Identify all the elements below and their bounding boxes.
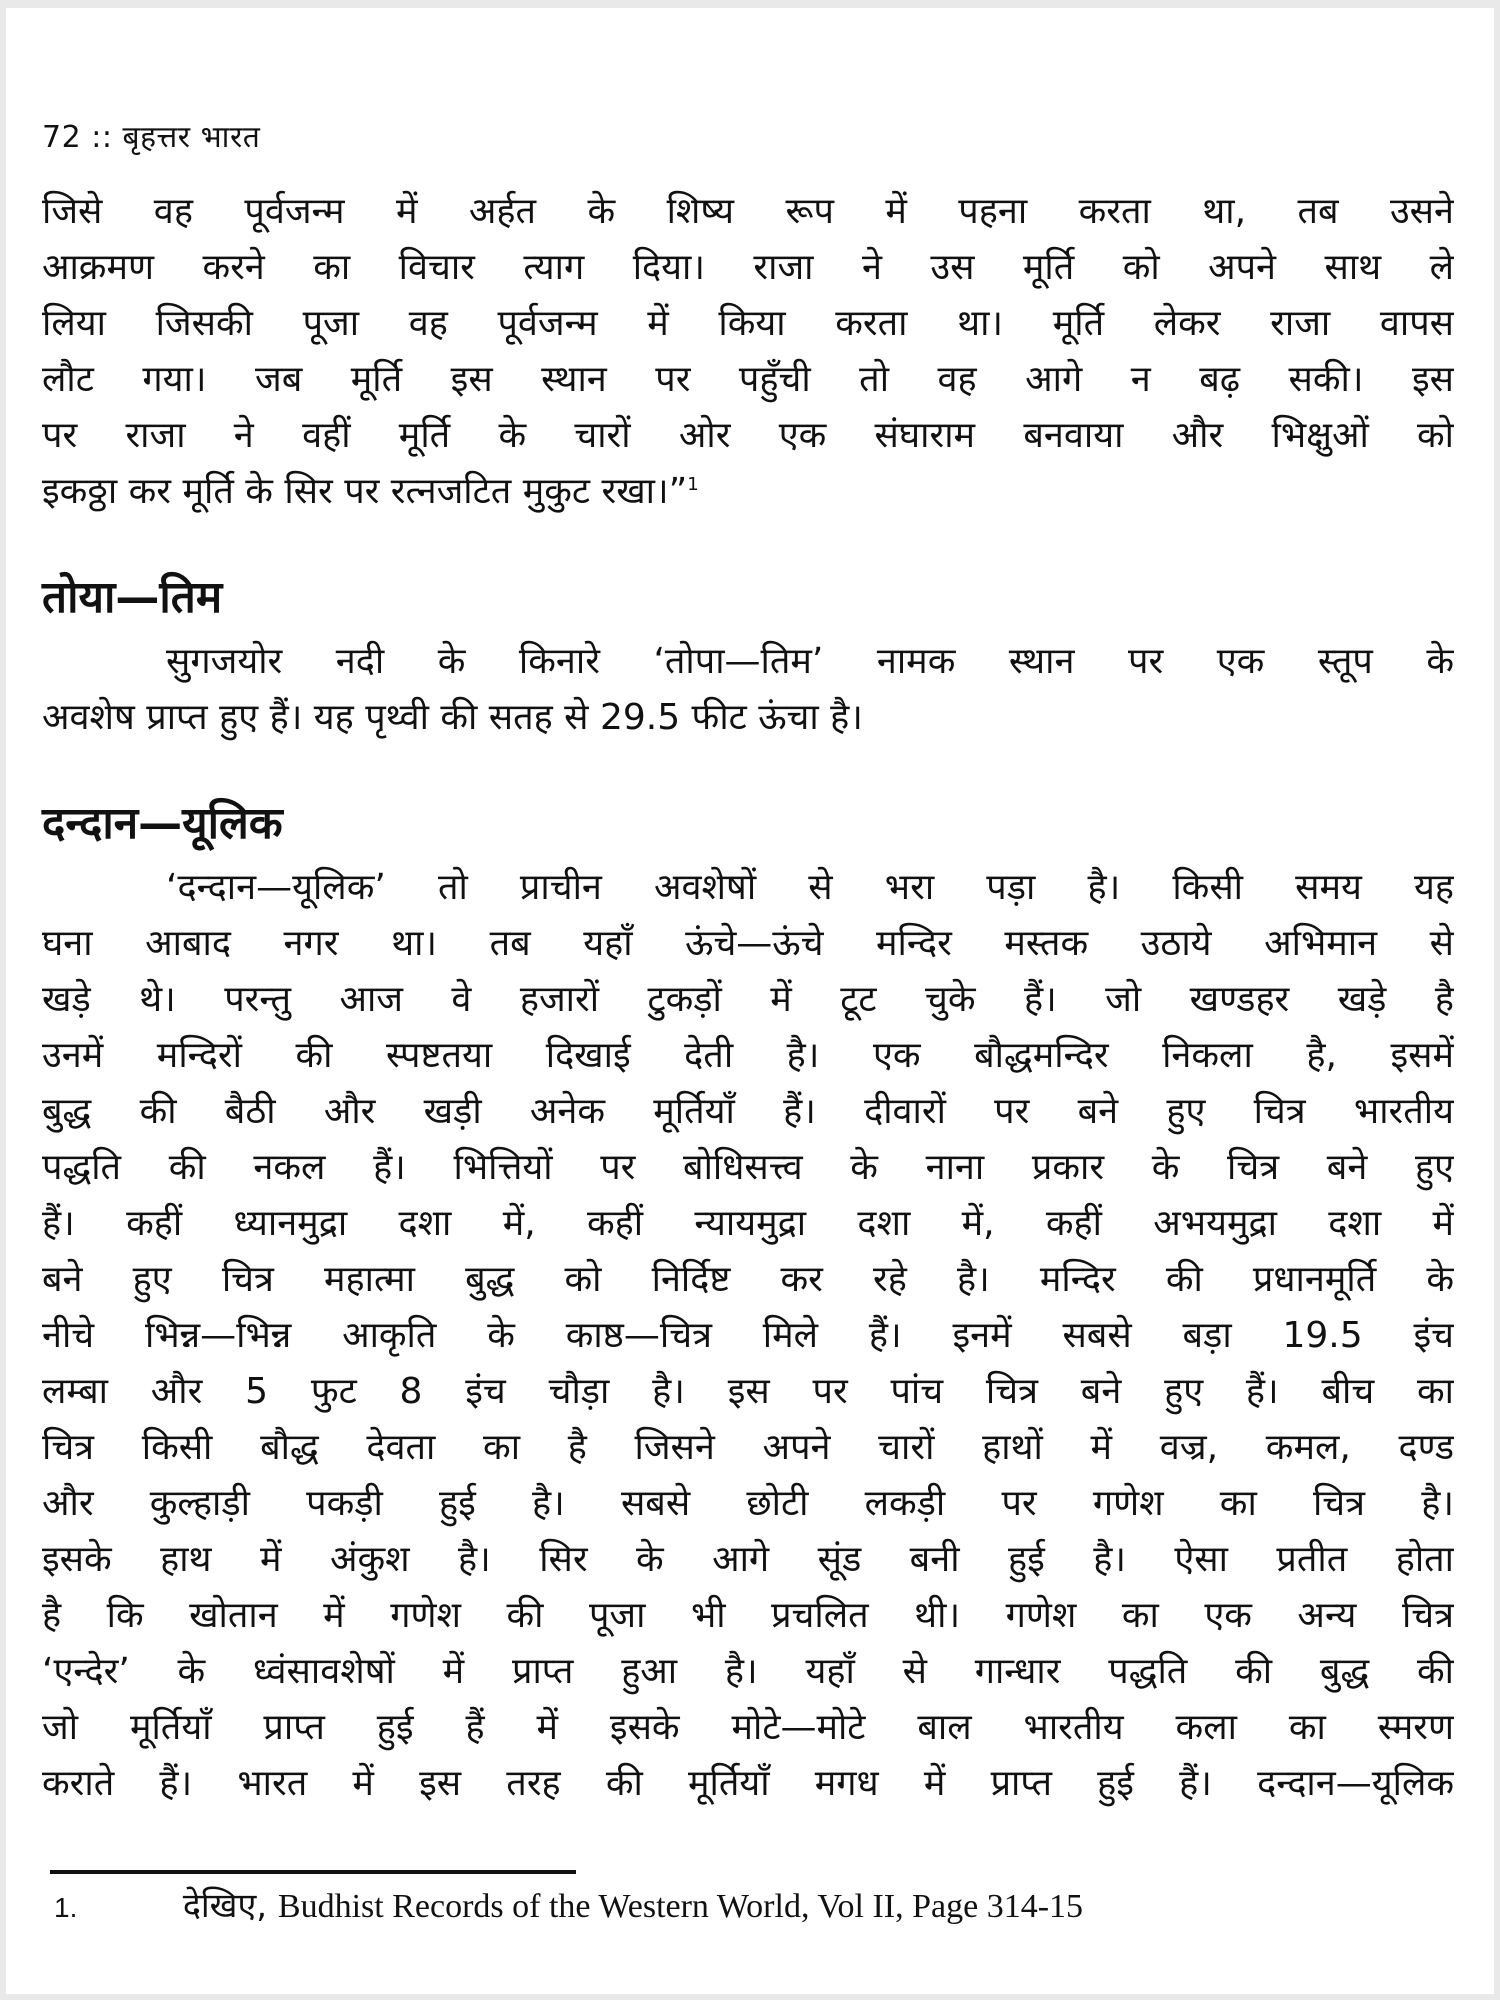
footnote-number: 1.	[54, 1892, 78, 1923]
footnote-divider	[50, 1870, 576, 1874]
dandan-yulik-paragraph	[42, 860, 1454, 1812]
text-line: चित्र किसी बौद्ध देवता का है जिसने अपने चारों हाथों में वज्र, कमल, दण्ड	[42, 1427, 1454, 1468]
footnote	[54, 1884, 1083, 1930]
book-title: बृहत्तर भारत	[122, 120, 261, 155]
text-line: अवशेष प्राप्त हुए हैं। यह पृथ्वी की सतह से 29.5 फीट ऊंचा है।	[42, 697, 863, 738]
footnote-reference: 1	[687, 474, 699, 495]
text-line-content: इकठ्ठा कर मूर्ति के सिर पर रत्नजटित मुकुट रखा।”	[42, 471, 688, 512]
text-line: लौट गया। जब मूर्ति इस स्थान पर पहुँची तो वह आगे न बढ़ सकी। इस	[42, 359, 1454, 400]
text-line-with-footnote	[42, 464, 1454, 520]
text-line: कराते हैं। भारत में इस तरह की मूर्तियाँ मगध में प्राप्त हुई हैं। दन्दान—यूलिक	[42, 1763, 1454, 1804]
text-line: बुद्ध की बैठी और खड़ी अनेक मूर्तियाँ हैं। दीवारों पर बने हुए चित्र भारतीय	[42, 1091, 1454, 1132]
text-line: जिसे वह पूर्वजन्म में अर्हत के शिष्य रूप में पहना करता था, तब उसने	[42, 191, 1454, 232]
text-line: खड़े थे। परन्तु आज वे हजारों टुकड़ों में टूट चुके हैं। जो खण्डहर खड़े है	[42, 979, 1454, 1020]
text-line: और कुल्हाड़ी पकड़ी हुई है। सबसे छोटी लकड़ी पर गणेश का चित्र है।	[42, 1483, 1454, 1524]
text-line: बने हुए चित्र महात्मा बुद्ध को निर्दिष्ट कर रहे है। मन्दिर की प्रधानमूर्ति के	[42, 1259, 1454, 1300]
text-line: लिया जिसकी पूजा वह पूर्वजन्म में किया करता था। मूर्ति लेकर राजा वापस	[42, 303, 1454, 344]
text-line: आक्रमण करने का विचार त्याग दिया। राजा ने उस मूर्ति को अपने साथ ले	[42, 247, 1454, 288]
text-line: घना आबाद नगर था। तब यहाँ ऊंचे—ऊंचे मन्दिर मस्तक उठाये अभिमान से	[42, 923, 1454, 964]
text-line: नीचे भिन्न—भिन्न आकृति के काष्ठ—चित्र मिले हैं। इनमें सबसे बड़ा 19.5 इंच	[42, 1315, 1454, 1356]
text-line: उनमें मन्दिरों की स्पष्टतया दिखाई देती है। एक बौद्धमन्दिर निकला है, इसमें	[42, 1035, 1454, 1076]
text-line: इसके हाथ में अंकुश है। सिर के आगे सूंड बनी हुई है। ऐसा प्रतीत होता	[42, 1539, 1454, 1580]
text-line: सुगजयोर नदी के किनारे ‘तोपा—तिम’ नामक स्थान पर एक स्तूप के	[166, 641, 1454, 682]
text-line: पद्धति की नकल हैं। भित्तियों पर बोधिसत्त्व के नाना प्रकार के चित्र बने हुए	[42, 1147, 1454, 1188]
text-line: है कि खोतान में गणेश की पूजा भी प्रचलित थी। गणेश का एक अन्य चित्र	[42, 1595, 1454, 1636]
text-line: जो मूर्तियाँ प्राप्त हुई हैं में इसके मोटे—मोटे बाल भारतीय कला का स्मरण	[42, 1707, 1454, 1748]
text-line: लम्बा और 5 फुट 8 इंच चौड़ा है। इस पर पांच चित्र बने हुए हैं। बीच का	[42, 1371, 1454, 1412]
book-page	[6, 8, 1494, 1994]
section-heading-dandan-yulik: दन्दान—यूलिक	[42, 798, 283, 849]
header-separator: ::	[91, 120, 113, 155]
text-line: हैं। कहीं ध्यानमुद्रा दशा में, कहीं न्यायमुद्रा दशा में, कहीं अभयमुद्रा दशा में	[42, 1203, 1454, 1244]
text-line: ‘एन्देर’ के ध्वंसावशेषों में प्राप्त हुआ है। यहाँ से गान्धार पद्धति की बुद्ध की	[42, 1651, 1454, 1692]
text-line: ‘दन्दान—यूलिक’ तो प्राचीन अवशेषों से भरा पड़ा है। किसी समय यह	[166, 867, 1454, 908]
footnote-citation: Budhist Records of the Western World, Vol II, Page 314-15	[277, 1888, 1084, 1925]
page-number: 72	[42, 120, 82, 155]
section-heading-toya-tim: तोया—तिम	[42, 572, 223, 623]
page-header	[42, 118, 260, 158]
continued-paragraph	[42, 184, 1454, 520]
text-line: पर राजा ने वहीं मूर्ति के चारों ओर एक संघाराम बनवाया और भिक्षुओं को	[42, 415, 1454, 456]
toya-tim-paragraph	[42, 634, 1454, 746]
footnote-prefix: देखिए,	[182, 1886, 268, 1926]
